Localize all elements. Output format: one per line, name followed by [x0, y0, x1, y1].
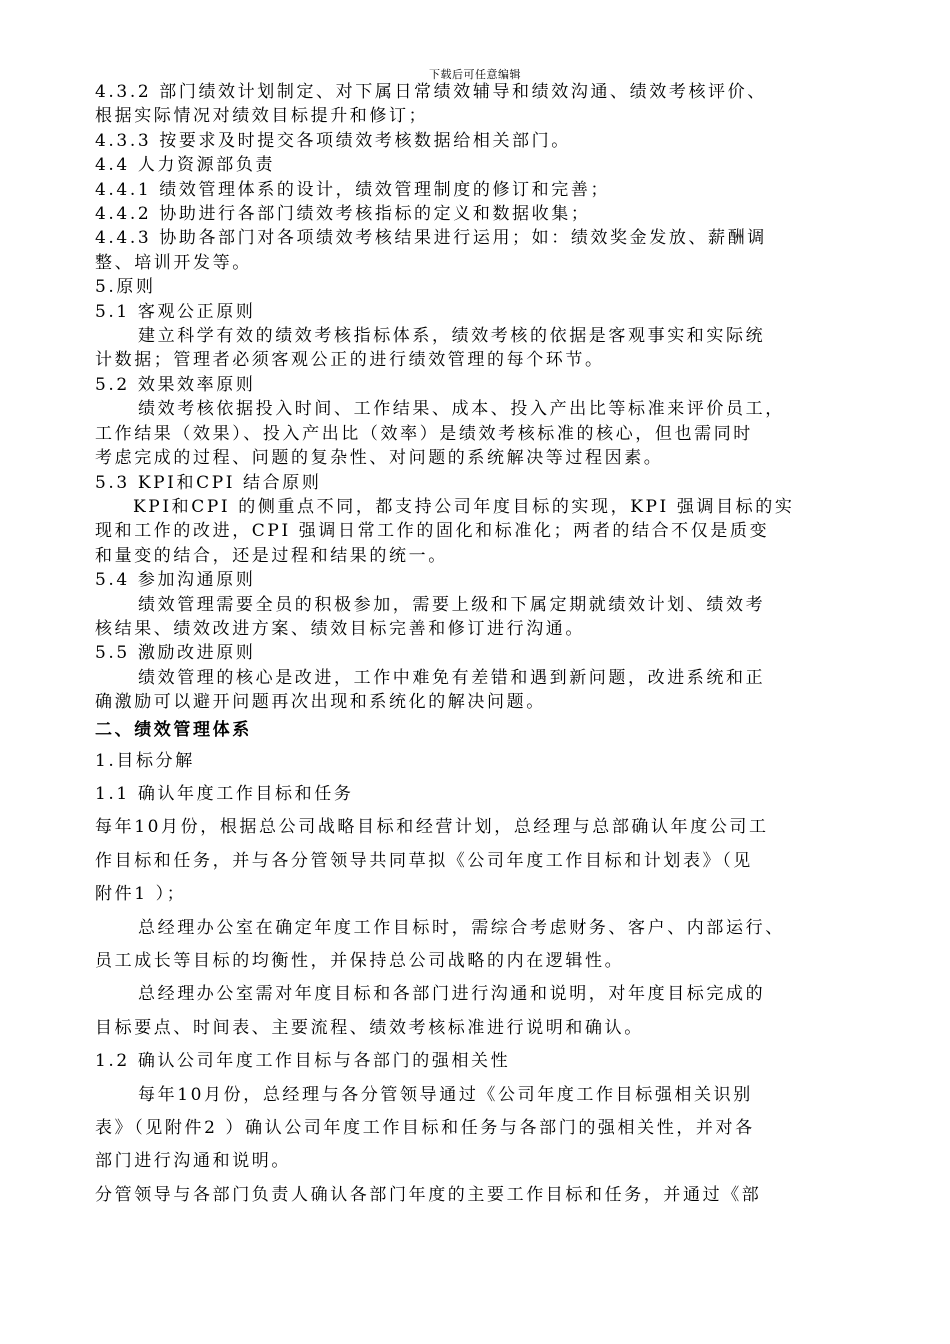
text-line: 建立科学有效的绩效考核指标体系，绩效考核的依据是客观事实和实际统 — [138, 326, 766, 347]
text-line: 根据实际情况对绩效目标提升和修订； — [95, 106, 429, 127]
text-line: 表》（见附件2 ）确认公司年度工作目标和任务与各部门的强相关性，并对各 — [95, 1118, 755, 1139]
text-line: 5.3 KPI和CPI 结合原则 — [95, 472, 322, 493]
text-line: 5.2 效果效率原则 — [95, 374, 256, 395]
text-line: 4.4 人力资源部负责 — [95, 155, 276, 176]
section-title: 二、绩效管理体系 — [95, 719, 252, 740]
text-line: 部门进行沟通和说明。 — [95, 1151, 291, 1172]
text-line: 4.4.3 协助各部门对各项绩效考核结果进行运用；如：绩效奖金发放、薪酬调 — [95, 228, 767, 249]
text-line: KPI和CPI 的侧重点不同，都支持公司年度目标的实现，KPI 强调目标的实 — [133, 496, 795, 517]
text-line: 5.4 参加沟通原则 — [95, 570, 256, 591]
text-line: 1.2 确认公司年度工作目标与各部门的强相关性 — [95, 1051, 511, 1072]
text-line: 5.原则 — [95, 277, 156, 298]
text-line: 4.4.2 协助进行各部门绩效考核指标的定义和数据收集； — [95, 204, 591, 225]
text-line: 绩效管理需要全员的积极参加，需要上级和下属定期就绩效计划、绩效考 — [138, 594, 766, 615]
text-line: 整、培训开发等。 — [95, 252, 252, 273]
text-line: 每年10月份，总经理与各分管领导通过《公司年度工作目标强相关识别 — [138, 1084, 753, 1105]
text-line: 1.目标分解 — [95, 750, 195, 771]
text-line: 总经理办公室需对年度目标和各部门进行沟通和说明，对年度目标完成的 — [138, 984, 766, 1005]
text-line: 4.3.3 按要求及时提交各项绩效考核数据给相关部门。 — [95, 130, 571, 151]
principles-block — [95, 80, 870, 715]
text-line: 现和工作的改进，CPI 强调日常工作的固化和标准化；两者的结合不仅是质变 — [95, 521, 770, 542]
system-block — [95, 745, 870, 1213]
text-line: 考虑完成的过程、问题的复杂性、对问题的系统解决等过程因素。 — [95, 448, 664, 469]
text-line: 5.1 客观公正原则 — [95, 301, 256, 322]
text-line: 和量变的结合，还是过程和结果的统一。 — [95, 545, 448, 566]
text-line: 绩效考核依据投入时间、工作结果、成本、投入产出比等标准来评价员工， — [138, 399, 785, 420]
text-line: 1.1 确认年度工作目标和任务 — [95, 783, 354, 804]
text-line: 5.5 激励改进原则 — [95, 643, 256, 664]
text-line: 工作结果（效果）、投入产出比（效率）是绩效考核标准的核心，但也需同时 — [95, 423, 753, 444]
text-line: 目标要点、时间表、主要流程、绩效考核标准进行说明和确认。 — [95, 1017, 644, 1038]
text-line: 计数据；管理者必须客观公正的进行绩效管理的每个环节。 — [95, 350, 605, 371]
text-line: 总经理办公室在确定年度工作目标时，需综合考虑财务、客户、内部运行、 — [138, 917, 785, 938]
text-line: 核结果、绩效改进方案、绩效目标完善和修订进行沟通。 — [95, 618, 585, 639]
text-line: 附件1 ）； — [95, 884, 187, 905]
text-line: 分管领导与各部门负责人确认各部门年度的主要工作目标和任务，并通过《部 — [95, 1184, 762, 1205]
text-line: 每年10月份，根据总公司战略目标和经营计划，总经理与总部确认年度公司工 — [95, 817, 769, 838]
text-line: 确激励可以避开问题再次出现和系统化的解决问题。 — [95, 692, 546, 713]
text-line: 4.4.1 绩效管理体系的设计，绩效管理制度的修订和完善； — [95, 179, 611, 200]
page-header: 下载后可任意编辑 — [429, 68, 521, 81]
text-line: 员工成长等目标的均衡性，并保持总公司战略的内在逻辑性。 — [95, 951, 625, 971]
text-line: 4.3.2 部门绩效计划制定、对下属日常绩效辅导和绩效沟通、绩效考核评价、 — [95, 82, 767, 102]
text-line: 作目标和任务，并与各分管领导共同草拟《公司年度工作目标和计划表》（见 — [95, 850, 753, 871]
text-line: 绩效管理的核心是改进，工作中难免有差错和遇到新问题，改进系统和正 — [138, 667, 766, 688]
document-body — [95, 80, 870, 1212]
